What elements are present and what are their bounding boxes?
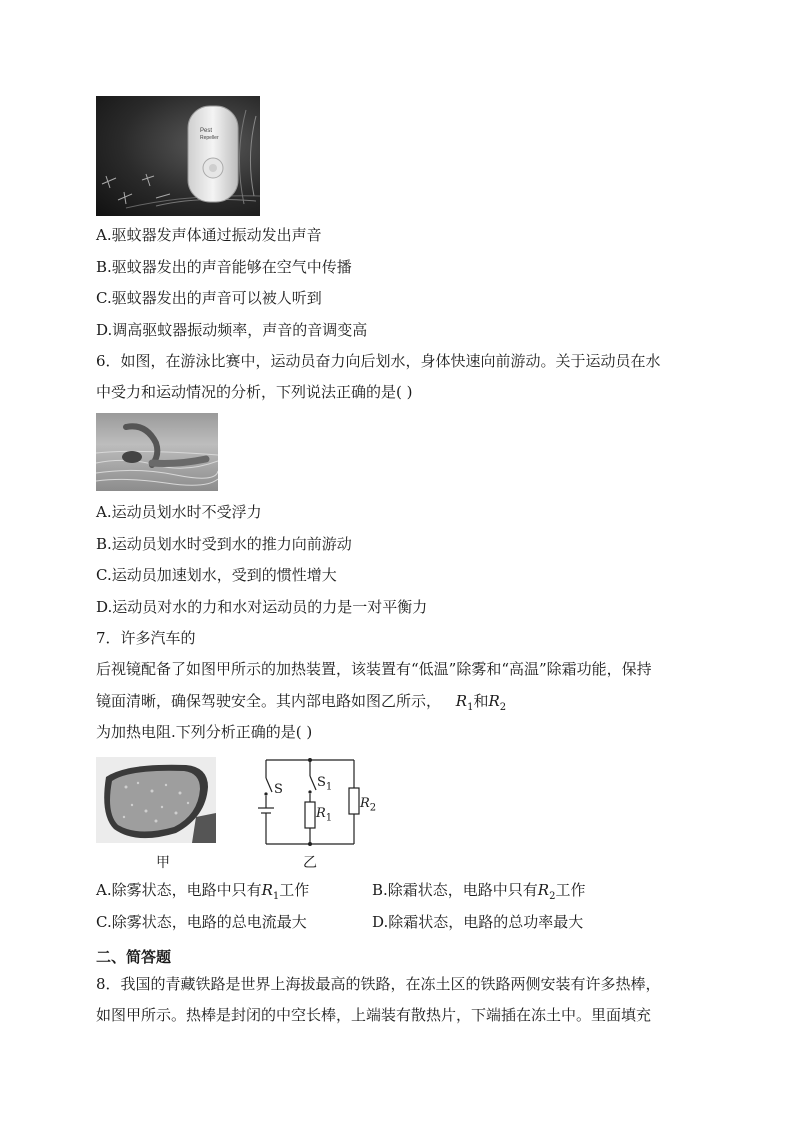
pest-repeller-image: [96, 96, 260, 216]
q6-stem-line2: 中受力和运动情况的分析，下列说法正确的是( ): [96, 383, 413, 401]
circuit-label-s: S: [274, 782, 283, 797]
circuit-diagram: [250, 756, 370, 848]
q7-option-c: C.除雾状态，电路的总电流最大: [96, 913, 307, 931]
q7-stem-line2: 后视镜配备了如图甲所示的加热装置，该装置有“低温”除雾和“高温”除霜功能，保持: [96, 660, 652, 678]
q6-stem-line1: 6．如图，在游泳比赛中，运动员奋力向后划水，身体快速向前游动。关于运动员在水: [96, 352, 661, 370]
pest-repeller-text-2: Repeller: [200, 135, 219, 141]
q6-option-c: C.运动员加速划水，受到的惯性增大: [96, 566, 337, 584]
figure-yi-label: 乙: [303, 855, 317, 871]
circuit-label-r2: $R_2$: [360, 796, 377, 814]
q7-option-d: D.除霜状态，电路的总功率最大: [372, 913, 584, 931]
q7-stem-line4: 为加热电阻.下列分析正确的是( ): [96, 723, 313, 741]
pest-repeller-drawing: [96, 96, 260, 216]
circuit-label-s1: $S_1$: [317, 775, 333, 793]
q7-stem-line1: 7．许多汽车的: [96, 629, 196, 647]
q6-option-a: A.运动员划水时不受浮力: [96, 503, 262, 521]
q7-option-b: B.除霜状态，电路中只有$R_2$工作: [372, 881, 586, 902]
section-title: 二、简答题: [96, 948, 172, 966]
q7-r1: $R_1$: [455, 692, 474, 713]
q7-r2: $R_2$: [488, 692, 507, 713]
q6-option-d: D.运动员对水的力和水对运动员的力是一对平衡力: [96, 598, 428, 616]
mirror-image: [96, 757, 216, 843]
q7-option-a: A.除雾状态，电路中只有$R_1$工作: [96, 881, 310, 902]
q8-line2: 如图甲所示。热棒是封闭的中空长棒，上端装有散热片，下端插在冻土中。里面填充: [96, 1006, 652, 1024]
q5-option-c: C.驱蚊器发出的声音可以被人听到: [96, 289, 322, 307]
q6-option-b: B.运动员划水时受到水的推力向前游动: [96, 535, 352, 553]
swimmer-image: [96, 413, 218, 491]
swimmer-drawing: [96, 413, 218, 491]
q8-line1: 8．我国的青藏铁路是世界上海拔最高的铁路，在冻土区的铁路两侧安装有许多热棒，: [96, 975, 661, 993]
q7-stem-line3: [96, 691, 506, 718]
q5-option-a: A.驱蚊器发声体通过振动发出声音: [96, 226, 322, 244]
q5-option-b: B.驱蚊器发出的声音能够在空气中传播: [96, 258, 352, 276]
pest-repeller-text-1: Pest: [200, 128, 213, 134]
mirror-drawing: [96, 757, 216, 843]
q7-and: 和: [473, 692, 489, 710]
q7-stem-line3-text: 镜面清晰，确保驾驶安全。其内部电路如图乙所示，: [96, 692, 442, 710]
figure-jia-label: 甲: [156, 855, 170, 871]
circuit-label-r1: $R_1$: [316, 806, 333, 824]
q5-option-d: D.调高驱蚊器振动频率，声音的音调变高: [96, 321, 368, 339]
